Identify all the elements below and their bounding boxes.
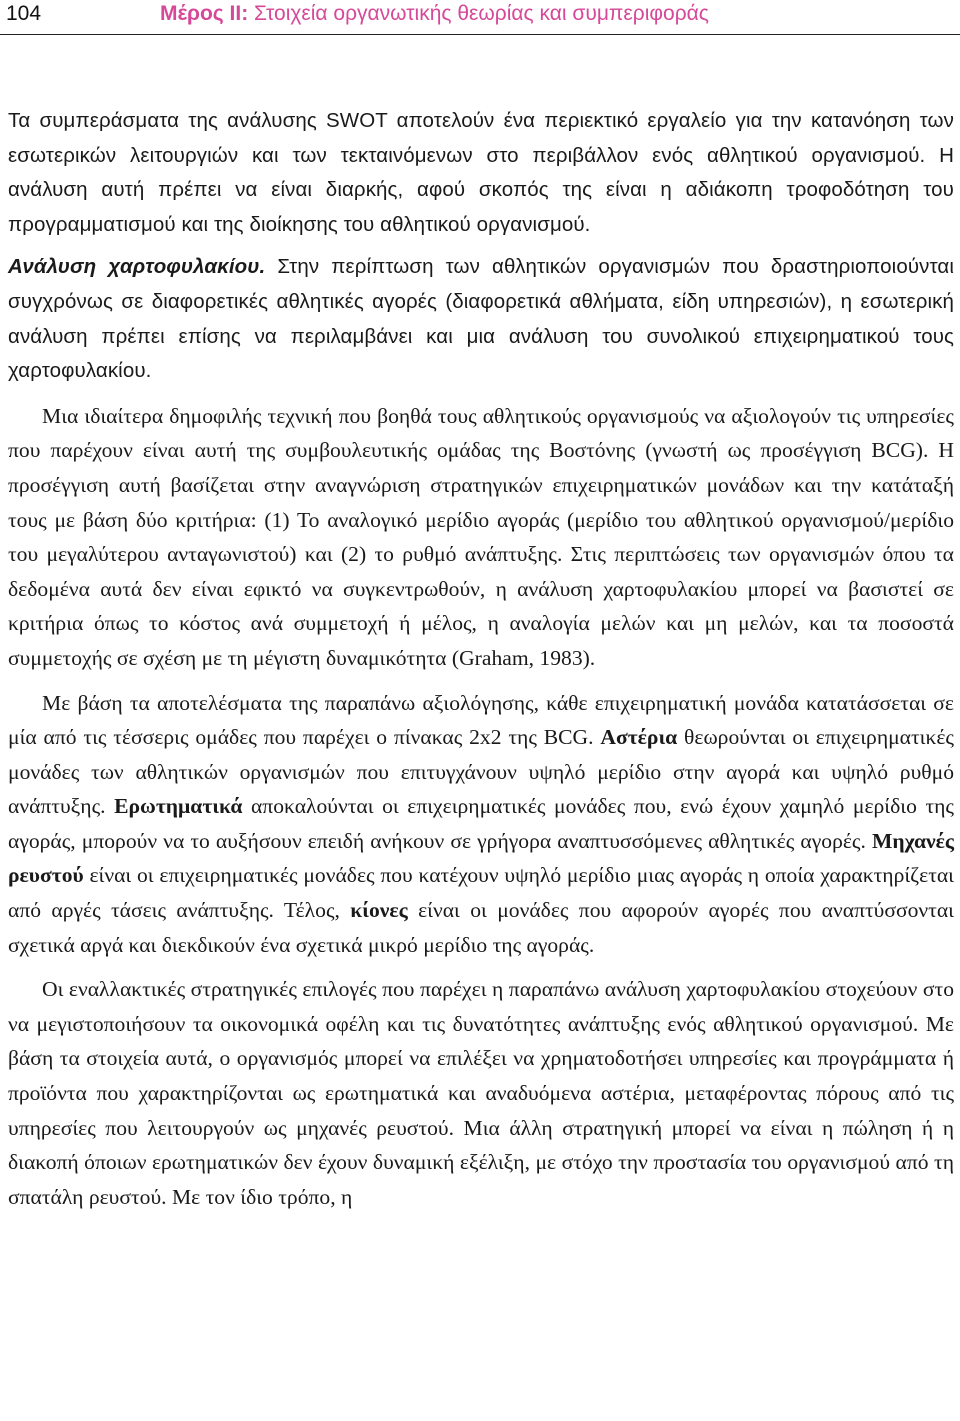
paragraph-portfolio-text: Στην περίπτωση των αθλητικών οργανισμών που δραστηριοποιούνται συγχρόνως σε διαφορετικές αθλητικές αγορές (διαφορετικά αθλήματα, είδη υπηρεσιών), η εσωτερική ανάλυση πρέπει επίσης να περιλαμβάνει και μια ανάλυση του συνολικού επιχειρηματικού τους χαρτοφυλακίου.	[8, 255, 954, 383]
page-body	[8, 104, 954, 1214]
text-span: Με βάση τα αποτελέσματα της παραπάνω αξιολόγησης, κάθε επιχειρηματική μονάδα κατατάσσεται σε μία από τις τέσσερις ομάδες που παρέχει ο πίνακας 2x2 της BCG.	[8, 690, 954, 750]
paragraph-bcg-technique: Μια ιδιαίτερα δημοφιλής τεχνική που βοηθά τους αθλητικούς οργανισμούς να αξιολογούν τις υπηρεσίες που παρέχουν είναι αυτή της συμβουλευτικής ομάδας της Βοστόνης (γνωστή ως προσέγγιση BCG). Η προσέγγιση αυτή βασίζεται στην αναγνώριση στρατηγικών επιχειρηματικών μονάδων και την κατάταξή τους με βάση δύο κριτήρια: (1) Το αναλογικό μερίδιο αγοράς (μερίδιο του αθλητικού οργανισμού/μερίδιο του μεγαλύτερου ανταγωνιστού) και (2) το ρυθμό ανάπτυξης. Στις περιπτώσεις των οργανισμών όπου τα δεδομένα αυτά δεν είναι εφικτό να συγκεντρωθούν, η ανάλυση χαρτοφυλακίου μπορεί να βασιστεί σε κριτήρια όπως το κόστος ανά συμμετοχή ή μέλος, η αναλογία μελών και μη μελών, και τα ποσοστά συμμετοχής σε σχέση με τη μέγιστη δυναμικότητα (Graham, 1983).	[8, 403, 954, 670]
term-stars: Αστέρια	[600, 725, 678, 750]
text-span: είναι οι επιχειρηματικές μονάδες που κατέχουν υψηλό μερίδιο μιας αγοράς η οποία χαρακτηρίζεται από αργές τάσεις ανάπτυξης. Τέλος,	[8, 863, 954, 923]
text-span: είναι οι μονάδες που αφορούν αγορές που αναπτύσσονται σχετικά αργά και διεκδικούν ένα σχετικά μικρό μερίδιο της αγοράς.	[8, 898, 954, 957]
paragraph-swot-conclusions: Τα συμπεράσματα της ανάλυσης SWOT αποτελούν ένα περιεκτικό εργαλείο για την κατανόηση των εσωτερικών λειτουργιών και των τεκταινόμενων στο περιβάλλον ενός αθλητικού οργανισμού. Η ανάλυση αυτή πρέπει να είναι διαρκής, αφού σκοπός της είναι η αδιάκοπη τροφοδότηση του προγραμματισμού και της διοίκησης του αθλητικού οργανισμού.	[8, 109, 954, 236]
page-number: 104	[6, 2, 42, 25]
part-title: Στοιχεία οργανωτικής θεωρίας και συμπεριφοράς	[248, 2, 709, 25]
term-dogs: κίονες	[350, 898, 408, 923]
text-span: αποκαλούνται οι επιχειρηματικές μονάδες που, ενώ έχουν χαμηλό μερίδιο της αγοράς, μπορούν να το αυξήσουν επειδή ανήκουν σε γρήγορα αναπτυσσόμενες αθλητικές αγορές.	[8, 794, 954, 853]
paragraph-bcg-matrix	[8, 686, 954, 963]
run-in-heading-portfolio: Ανάλυση χαρτοφυλακίου.	[8, 255, 266, 279]
running-title	[160, 2, 709, 26]
term-question-marks: Ερωτηματικά	[114, 794, 243, 819]
paragraph-portfolio-analysis	[8, 250, 954, 388]
paragraph-strategic-options: Οι εναλλακτικές στρατηγικές επιλογές που παρέχει η παραπάνω ανάλυση χαρτοφυλακίου στοχεύουν στο να μεγιστοποιήσουν τα οικονομικά οφέλη και τις δυνατότητες ανάπτυξης ενός αθλητικού οργανισμού. Με βάση τα στοιχεία αυτά, ο οργανισμός μπορεί να επιλέξει να χρηματοδοτήσει υπηρεσίες και προγράμματα ή προϊόντα που χαρακτηρίζονται ως ερωτηματικά και αναδυόμενα αστέρια, μεταφέροντας πόρους από τις υπηρεσίες που λειτουργούν ως μηχανές ρευστού. Μια άλλη στρατηγική μπορεί να είναι η πώληση ή η διακοπή όποιων ερωτηματικών δεν έχουν δυναμική εξέλιξη, με στόχο την προστασία του οργανισμού από τη σπατάλη ρευστού. Με τον ίδιο τρόπο, η	[8, 977, 954, 1209]
term-cash-cows: Μηχανές ρευστού	[8, 828, 954, 888]
part-label: Μέρος ΙΙ:	[160, 2, 249, 25]
text-span: θεωρούνται οι επιχειρηματικές μονάδες των αθλητικών οργανισμών που επιτυγχάνουν υψηλό μερίδιο στην αγορά και υψηλό ρυθμό ανάπτυξης.	[8, 725, 954, 819]
page-header	[0, 0, 960, 35]
